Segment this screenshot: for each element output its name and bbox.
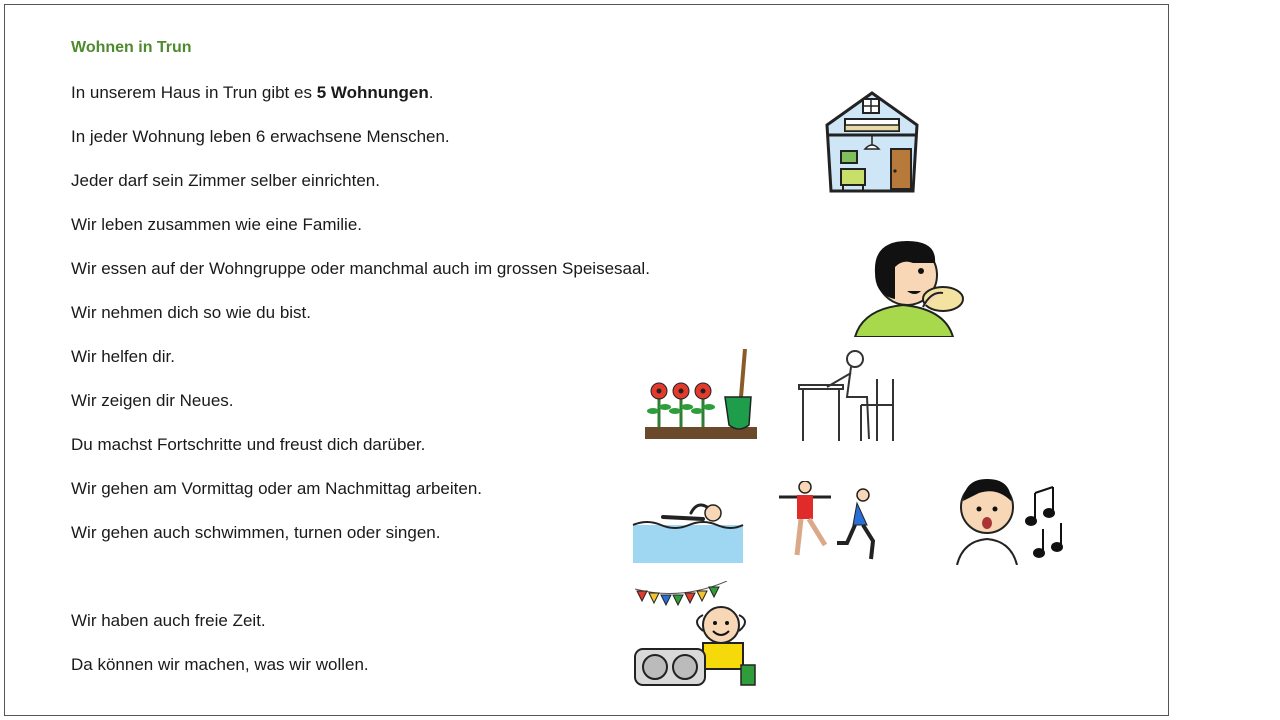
text-line-3: Jeder darf sein Zimmer selber einrichten. <box>71 171 380 190</box>
text-line-11: Wir gehen auch schwimmen, turnen oder singen. <box>71 523 441 542</box>
eating-person-icon <box>851 233 967 337</box>
text-line-10: Wir gehen am Vormittag oder am Nachmittag arbeiten. <box>71 479 483 498</box>
singing-icon <box>953 473 1069 565</box>
house-icon <box>821 89 923 195</box>
swimming-icon <box>631 499 745 563</box>
text-line-4: Wir leben zusammen wie eine Familie. <box>71 215 362 234</box>
text-line-5: Wir essen auf der Wohngruppe oder manchmal auch im grossen Speisesaal. <box>71 259 650 278</box>
text-line-13: Da können wir machen, was wir wollen. <box>71 655 369 674</box>
text-line-2: In jeder Wohnung leben 6 erwachsene Menschen. <box>71 127 450 146</box>
text-line-12: Wir haben auch freie Zeit. <box>71 611 266 630</box>
garden-icon <box>645 349 759 441</box>
text-line-8: Wir zeigen dir Neues. <box>71 391 234 410</box>
text-line-7: Wir helfen dir. <box>71 347 175 366</box>
text-line-9: Du machst Fortschritte und freust dich darüber. <box>71 435 426 454</box>
line-1-text: In unserem Haus in Trun gibt es <box>71 83 317 102</box>
desk-work-icon <box>797 343 899 445</box>
document-title: Wohnen in Trun <box>71 39 192 56</box>
line-1-bold-text: 5 Wohnungen <box>316 83 429 102</box>
document-frame <box>4 4 1169 716</box>
line-1-period: . <box>428 83 434 102</box>
text-line-6: Wir nehmen dich so wie du bist. <box>71 303 311 322</box>
leisure-radio-icon <box>631 581 757 687</box>
gymnastics-running-icon <box>777 481 889 563</box>
text-line-1 <box>71 83 433 103</box>
